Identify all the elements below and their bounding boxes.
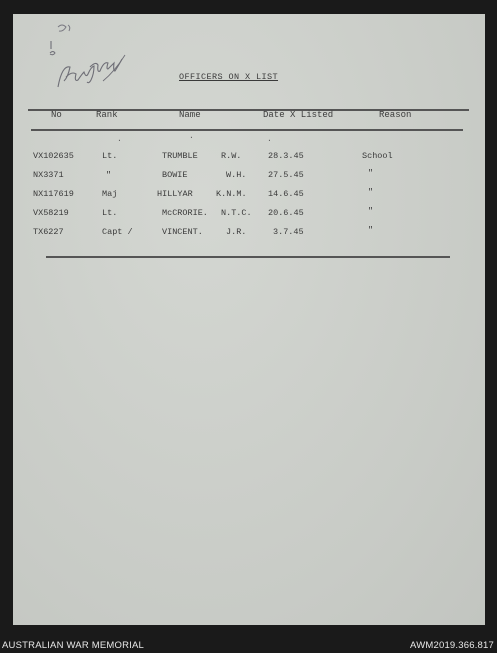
table-cell-reason: "	[368, 206, 374, 216]
table-cell-no: VX102635	[33, 151, 74, 161]
table-bottom-rule	[46, 256, 450, 258]
table-cell-initials: N.T.C.	[221, 208, 252, 218]
table-cell-date: 3.7.45	[273, 227, 304, 237]
table-cell-no: VX58219	[33, 208, 69, 218]
table-cell-rank: "	[106, 170, 112, 180]
table-cell-surname: BOWIE	[162, 170, 188, 180]
document-title: OFFICERS ON X LIST	[179, 72, 279, 82]
header-bottom-rule	[31, 129, 463, 131]
column-header-name: Name	[179, 110, 201, 120]
table-cell-no: NX117619	[33, 189, 74, 199]
table-cell-date: 27.5.45	[268, 170, 304, 180]
table-cell-date: 28.3.45	[268, 151, 304, 161]
table-cell-no: TX6227	[33, 227, 64, 237]
table-cell-initials: J.R.	[226, 227, 247, 237]
table-cell-date: 14.6.45	[268, 189, 304, 199]
column-header-reason: Reason	[379, 110, 412, 120]
handwritten-annotation	[48, 19, 143, 99]
table-cell-date: 20.6.45	[268, 208, 304, 218]
footer-institution: AUSTRALIAN WAR MEMORIAL	[2, 640, 145, 651]
table-cell-surname: McCRORIE.	[162, 208, 208, 218]
table-cell-rank: Maj	[102, 189, 118, 199]
column-header-no: No	[51, 110, 62, 120]
table-cell-surname: HILLYAR	[157, 189, 193, 199]
column-header-rank: Rank	[96, 110, 118, 120]
footer-accession-number: AWM2019.366.817	[410, 640, 494, 651]
table-cell-reason: "	[368, 225, 374, 235]
table-cell-rank: Lt.	[102, 208, 118, 218]
table-cell-surname: VINCENT.	[162, 227, 203, 237]
table-cell-reason: "	[368, 187, 374, 197]
table-cell-rank: Lt.	[102, 151, 118, 161]
document-page	[13, 14, 485, 625]
tick-mark: .	[189, 132, 194, 141]
table-cell-no: NX3371	[33, 170, 64, 180]
table-cell-reason: "	[368, 168, 374, 178]
table-cell-initials: W.H.	[226, 170, 247, 180]
table-cell-surname: TRUMBLE	[162, 151, 198, 161]
table-cell-rank: Capt /	[102, 227, 133, 237]
tick-mark: .	[117, 135, 122, 144]
table-cell-initials: K.N.M.	[216, 189, 247, 199]
column-header-date: Date X Listed	[263, 110, 334, 120]
tick-mark: .	[267, 135, 272, 144]
table-cell-reason: School	[362, 151, 393, 161]
table-cell-initials: R.W.	[221, 151, 242, 161]
